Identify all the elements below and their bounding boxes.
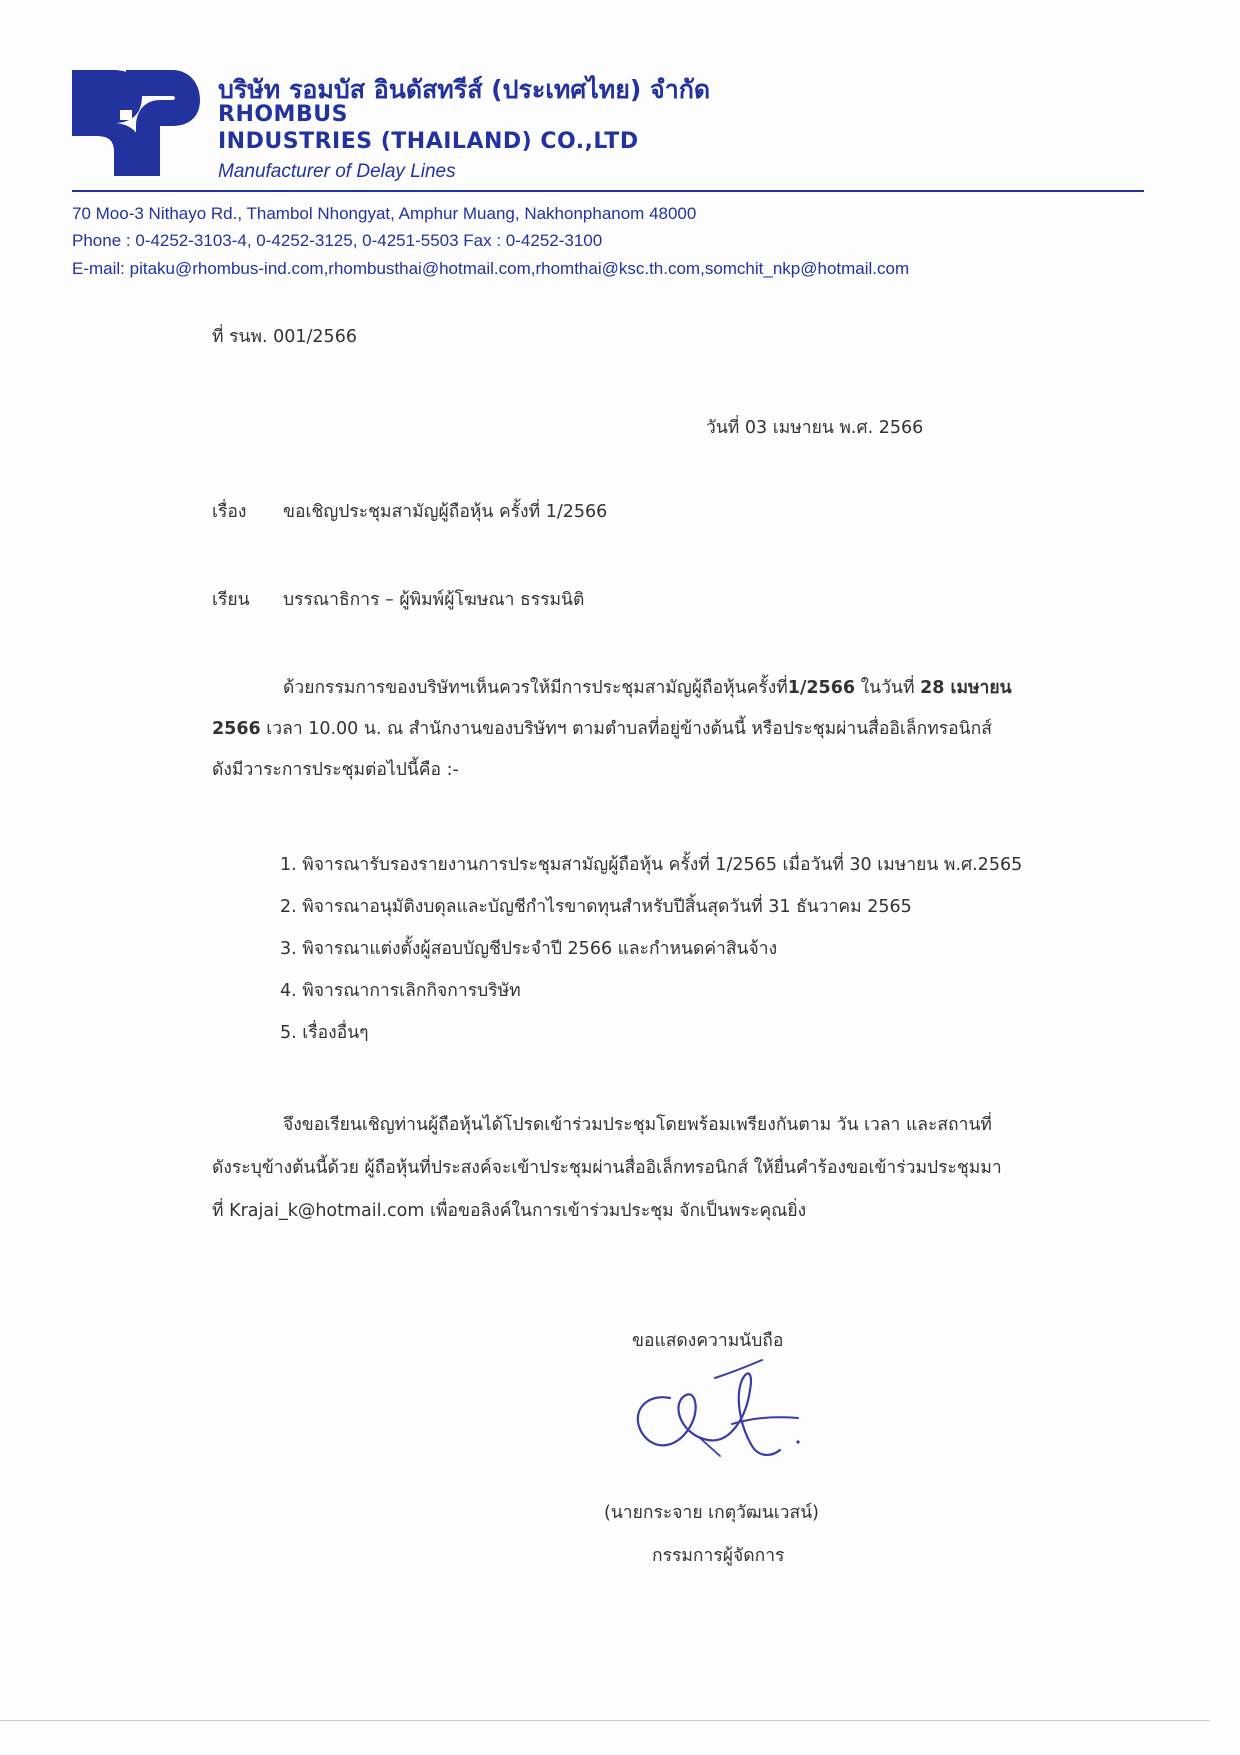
letter-date: วันที่ 03 เมษายน พ.ศ. 2566 [706,418,924,438]
recipient-label: เรียน [212,590,250,610]
paragraph2-line1: จึงขอเรียนเชิญท่านผู้ถือหุ้นได้โปรดเข้าร่วมประชุมโดยพร้อมเพรียงกันตาม วัน เวลา และสถานที่ [283,1115,992,1135]
meeting-year: 2566 [212,719,261,739]
paragraph1-line2 [212,714,992,742]
company-name-en-line1: RHOMBUS [218,102,348,127]
reference-number: ที่ รนพ. 001/2566 [212,327,357,347]
agenda-item-1: 1. พิจารณารับรองรายงานการประชุมสามัญผู้ถือหุ้น ครั้งที่ 1/2565 เมื่อวันที่ 30 เมษายน พ.ศ.2565 [280,855,1023,875]
company-name-thai: บริษัท รอมบัส อินดัสทรีส์ (ประเทศไทย) จำกัด [218,75,711,104]
company-phone: Phone : 0-4252-3103-4, 0-4252-3125, 0-4251-5503 Fax : 0-4252-3100 [72,231,603,250]
meeting-date: 28 เมษายน [920,678,1012,698]
paragraph1-text-b: เวลา 10.00 น. ณ สำนักงานของบริษัทฯ ตามตำบลที่อยู่ข้างต้นนี้ หรือประชุมผ่านสื่ออิเล็กทรอนิกส์ [260,719,992,739]
recipient-text: บรรณาธิการ – ผู้พิมพ์ผู้โฆษณา ธรรมนิติ [283,590,585,610]
paragraph1-line3: ดังมีวาระการประชุมต่อไปนี้คือ :- [212,760,459,780]
agenda-item-5: 5. เรื่องอื่นๆ [280,1023,369,1043]
meeting-number: 1/2566 [787,678,856,698]
company-email: E-mail: pitaku@rhombus-ind.com,rhombusthai@hotmail.com,rhomthai@ksc.th.com,somchit_nkp@hotmail.com [72,259,910,278]
rhombus-logo [72,70,200,176]
signer-name: (นายกระจาย เกตุวัฒนเวสน์) [604,1503,819,1523]
paragraph2-line2: ดังระบุข้างต้นนี้ด้วย ผู้ถือหุ้นที่ประสงค์จะเข้าประชุมผ่านสื่ออิเล็กทรอนิกส์ ให้ยื่นคำร้องขอเข้าร่วมประชุมมา [212,1158,1002,1178]
agenda-item-3: 3. พิจารณาแต่งตั้งผู้สอบบัญชีประจำปี 2566 และกำหนดค่าสินจ้าง [280,939,778,959]
header-divider [72,190,1144,192]
company-tagline: Manufacturer of Delay Lines [218,161,456,182]
paragraph1-text-c: ในวันที่ [855,678,915,698]
handwritten-signature [620,1338,830,1468]
page-bottom-line [0,1720,1210,1721]
agenda-item-2: 2. พิจารณาอนุมัติงบดุลและบัญชีกำไรขาดทุนสำหรับปีสิ้นสุดวันที่ 31 ธันวาคม 2565 [280,897,912,917]
paragraph1-text-a: ด้วยกรรมการของบริษัทฯเห็นควรให้มีการประชุมสามัญผู้ถือหุ้นครั้งที่ [283,678,788,698]
company-address: 70 Moo-3 Nithayo Rd., Thambol Nhongyat, Amphur Muang, Nakhonphanom 48000 [72,204,697,223]
company-name-en-line2: INDUSTRIES (THAILAND) CO.,LTD [218,129,639,154]
agenda-item-4: 4. พิจารณาการเลิกกิจการบริษัท [280,981,521,1001]
signer-title: กรรมการผู้จัดการ [652,1546,785,1566]
subject-text: ขอเชิญประชุมสามัญผู้ถือหุ้น ครั้งที่ 1/2566 [283,502,608,522]
closing-text: ขอแสดงความนับถือ [632,1331,784,1351]
paragraph2-line3: ที่ Krajai_k@hotmail.com เพื่อขอลิงค์ในการเข้าร่วมประชุม จักเป็นพระคุณยิ่ง [212,1201,807,1221]
subject-label: เรื่อง [212,502,247,522]
paragraph1-line1 [283,673,1012,701]
